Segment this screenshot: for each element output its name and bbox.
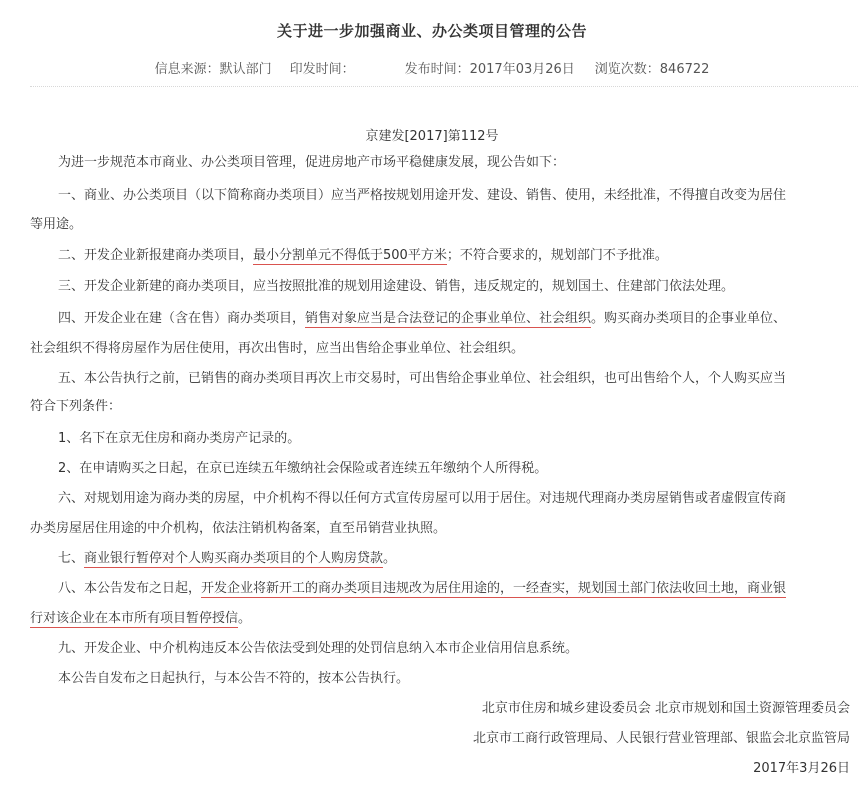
meta-source: 信息来源：默认部门 <box>154 62 272 77</box>
document-number: 京建发[2017]第112号 <box>365 129 499 144</box>
paragraph-2-underlined: 最小分割单元不得低于500平方米 <box>253 248 447 263</box>
paragraph-6-line-2: 办类房屋居住用途的中介机构，依法注销机构备案，直至吊销营业执照。 <box>30 521 447 536</box>
paragraph-4-underlined: 销售对象应当是合法登记的企事业单位、社会组织 <box>305 311 592 326</box>
condition-2: 2、在申请购买之日起，在京已连续五年缴纳社会保险或者连续五年缴纳个人所得税。 <box>58 461 548 476</box>
paragraph-2-text-c: ；不符合要求的，规划部门不予批准。 <box>446 248 668 263</box>
condition-1: 1、名下在京无住房和商办类房产记录的。 <box>58 431 301 446</box>
paragraph-1-line-2: 等用途。 <box>30 217 83 232</box>
page-title: 关于进一步加强商业、办公类项目管理的公告 <box>276 22 587 40</box>
meta-print-time: 印发时间： <box>289 62 355 77</box>
paragraph-1-line-1: 一、商业、办公类项目（以下简称商办类项目）应当严格按规划用途开发、建设、销售、使用，未经批准，不得擅自改变为居住 <box>58 188 787 203</box>
paragraph-8-text-c: 。 <box>238 611 252 626</box>
paragraph-8-text-a: 八、本公告发布之日起， <box>58 581 202 596</box>
paragraph-3: 三、开发企业新建的商办类项目，应当按照批准的规划用途建设、销售，违反规定的，规划国土、住建部门依法处理。 <box>58 279 735 294</box>
paragraph-5-line-1: 五、本公告执行之前，已销售的商办类项目再次上市交易时，可出售给企事业单位、社会组织，也可出售给个人，个人购买应当 <box>58 371 787 386</box>
paragraph-5-line-2: 符合下列条件： <box>30 399 122 414</box>
paragraph-9: 九、开发企业、中介机构违反本公告依法受到处理的处罚信息纳入本市企业信用信息系统。 <box>58 641 579 656</box>
paragraph-8-underlined-2: 行对该企业在本市所有项目暂停授信 <box>30 611 239 626</box>
signature-line-2: 北京市工商行政管理局、人民银行营业管理部、银监会北京监管局 <box>472 731 850 746</box>
paragraph-8-underlined-1: 开发企业将新开工的商办类项目违规改为居住用途的，一经查实，规划国土部门依法收回土地，商业银 <box>201 581 787 596</box>
paragraph-8-line-1 <box>58 580 786 598</box>
closing-statement: 本公告自发布之日起执行，与本公告不符的，按本公告执行。 <box>58 671 410 686</box>
paragraph-8-line-2 <box>30 610 251 628</box>
paragraph-4-text-a: 四、开发企业在建（含在售）商办类项目， <box>58 311 306 326</box>
paragraph-4-line-2: 社会组织不得将房屋作为居住使用，再次出售时，应当出售给企事业单位、社会组织。 <box>30 341 525 356</box>
paragraph-7 <box>58 550 396 568</box>
paragraph-7-text-c: 。 <box>383 551 397 566</box>
meta-views: 浏览次数：846722 <box>594 62 710 77</box>
paragraph-7-text-a: 七、 <box>58 551 85 566</box>
paragraph-2-text-a: 二、开发企业新报建商办类项目， <box>58 248 254 263</box>
paragraph-4-text-c: 。购买商办类项目的企事业单位、 <box>591 311 787 326</box>
meta-bar <box>0 58 864 77</box>
meta-publish-time: 发布时间：2017年03月26日 <box>404 62 575 77</box>
paragraph-6-line-1: 六、对规划用途为商办类的房屋，中介机构不得以任何方式宣传房屋可以用于居住。对违规代理商办类房屋销售或者虚假宣传商 <box>58 491 787 506</box>
paragraph-intro: 为进一步规范本市商业、办公类项目管理，促进房地产市场平稳健康发展，现公告如下： <box>58 155 566 170</box>
paragraph-2 <box>58 247 668 265</box>
paragraph-4-line-1 <box>58 310 786 328</box>
signature-line-1: 北京市住房和城乡建设委员会 北京市规划和国土资源管理委员会 <box>481 701 850 716</box>
signature-date: 2017年3月26日 <box>753 761 850 776</box>
paragraph-7-underlined: 商业银行暂停对个人购买商办类项目的个人购房贷款 <box>84 551 384 566</box>
header-divider <box>30 86 858 87</box>
